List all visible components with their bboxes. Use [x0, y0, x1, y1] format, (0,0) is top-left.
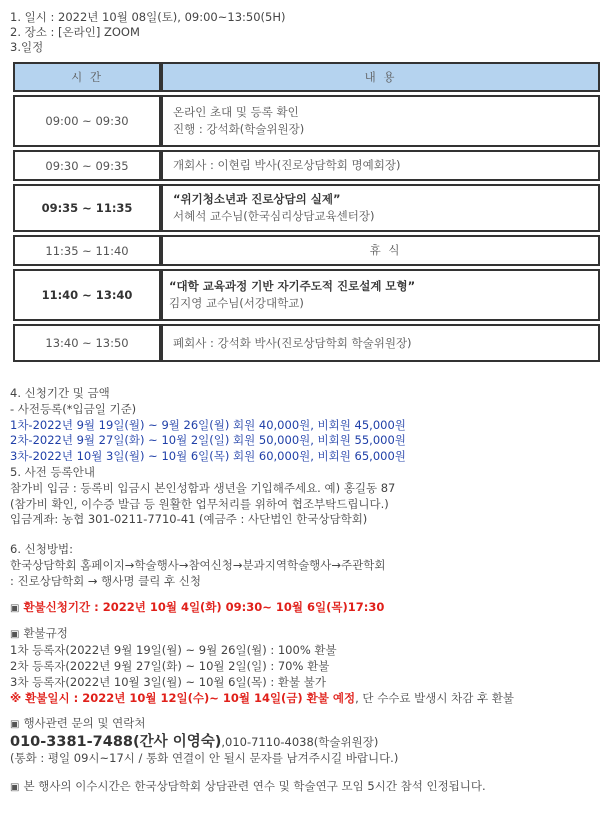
refund-period-text: 환불신청기간 : 2022년 10월 4일(화) 09:30~ 10월 6일(목)17:30	[23, 599, 385, 614]
guide-line1: 참가비 입금 : 등록비 입금시 본인성함과 생년을 기입해주세요. 예) 홍길동 87	[10, 480, 396, 495]
table-row	[13, 150, 600, 181]
refund-title-text: 환불규정	[23, 626, 68, 641]
contact-note: (통화 : 평일 09시~17시 / 통화 연결이 안 될시 문자를 남겨주시길 바랍니다.)	[10, 751, 399, 766]
box-icon: ▣	[10, 629, 20, 641]
header-time: 시 간	[13, 62, 161, 92]
row-line1: 온라인 초대 및 등록 확인	[173, 105, 299, 119]
box-icon: ▣	[10, 719, 20, 731]
table-row	[13, 269, 600, 321]
row-time: 11:40 ~ 13:40	[13, 269, 161, 321]
refund-period	[10, 600, 606, 617]
row-line2: 진행 : 강석화(학술위원장)	[173, 122, 305, 136]
method-title: 6. 신청방법:	[10, 542, 73, 557]
session-speaker: 서혜석 교수님(한국심리상담교육센터장)	[173, 209, 375, 223]
row-content: 휴 식	[161, 235, 600, 266]
contact-title-text: 행사관련 문의 및 연락처	[23, 716, 146, 731]
table-row	[13, 235, 600, 266]
table-header	[13, 62, 600, 92]
row-time: 09:00 ~ 09:30	[13, 95, 161, 147]
method-line1: 한국상담학회 홈페이지→학술행사→참여신청→분과지역학술행사→주관학회	[10, 557, 386, 572]
apply-title: 4. 신청기간 및 금액	[10, 386, 110, 400]
contact-phone-main: 010-3381-7488(간사 이영숙)	[10, 734, 222, 751]
table-row	[13, 95, 600, 147]
refund-line1: 1차 등록자(2022년 9월 19일(월) ~ 9월 26일(월) : 100% 환불	[10, 643, 337, 658]
table-row	[13, 184, 600, 232]
price-1: 1차-2022년 9월 19일(월) ~ 9월 26일(월) 회원 40,000원, 비회원 45,000원	[10, 417, 406, 432]
row-content: 폐회사 : 강석화 박사(진로상담학회 학술위원장)	[161, 324, 600, 362]
footer-note	[10, 779, 606, 796]
price-3: 3차-2022년 10월 3일(월) ~ 10월 6일(목) 회원 60,000원, 비회원 65,000원	[10, 449, 406, 464]
box-icon: ▣	[10, 602, 20, 614]
row-time: 13:40 ~ 13:50	[13, 324, 161, 362]
contact-phone	[10, 733, 606, 751]
refund-notice-rest: , 단 수수료 발생시 차감 후 환불	[355, 690, 515, 705]
schedule-table	[13, 59, 600, 365]
row-content: 개회사 : 이현림 박사(진로상담학회 명예회장)	[161, 150, 600, 181]
contact-title	[10, 716, 606, 733]
refund-line2: 2차 등록자(2022년 9월 27일(화) ~ 10월 2일(일) : 70% 환불	[10, 658, 330, 673]
row-time: 09:30 ~ 09:35	[13, 150, 161, 181]
refund-notice-red: ※ 환불일시 : 2022년 10월 12일(수)~ 10월 14일(금) 환불 예정	[10, 690, 356, 705]
guide-line2: (참가비 확인, 이수증 발급 등 원활한 업무처리를 위하여 협조부탁드립니다.)	[10, 496, 389, 511]
row-content	[161, 269, 600, 321]
notice-body	[10, 386, 606, 796]
table-row	[13, 324, 600, 362]
guide-title: 5. 사전 등록안내	[10, 464, 95, 479]
row-content	[161, 95, 600, 147]
row-time: 11:35 ~ 11:40	[13, 235, 161, 266]
price-2: 2차-2022년 9월 27일(화) ~ 10월 2일(일) 회원 50,000원, 비회원 55,000원	[10, 433, 406, 448]
method-line2: : 진로상담학회 → 행사명 클릭 후 신청	[10, 573, 201, 588]
header-content: 내 용	[161, 62, 600, 92]
refund-notice	[10, 691, 606, 707]
footer-text: 본 행사의 이수시간은 한국상담학회 상담관련 연수 및 학술연구 모임 5시간 참석 인정됩니다.	[23, 778, 486, 793]
apply-sub: - 사전등록(*입금일 기준)	[10, 401, 137, 416]
session-speaker: 김지영 교수님(서강대학교)	[169, 296, 304, 310]
event-date: 1. 일시 : 2022년 10월 08일(토), 09:00~13:50(5H)	[10, 10, 286, 24]
schedule-title: 3.일정	[10, 40, 44, 54]
session-title: “위기청소년과 진로상담의 실제”	[173, 192, 341, 206]
box-icon: ▣	[10, 781, 20, 793]
event-info	[10, 10, 285, 55]
bank-account: 입금계좌: 농협 301-0211-7710-41 (예금주 : 사단법인 한국상담학회)	[10, 512, 368, 527]
refund-title	[10, 626, 606, 643]
contact-phone-sub: ,010-7110-4038(학술위원장)	[221, 735, 379, 750]
event-place: 2. 장소 : [온라인] ZOOM	[10, 25, 140, 39]
row-time: 09:35 ~ 11:35	[13, 184, 161, 232]
session-title: “대학 교육과정 기반 자기주도적 진로설계 모형”	[169, 279, 416, 293]
refund-line3: 3차 등록자(2022년 10월 3일(월) ~ 10월 6일(목) : 환불 불가	[10, 674, 326, 689]
row-content	[161, 184, 600, 232]
